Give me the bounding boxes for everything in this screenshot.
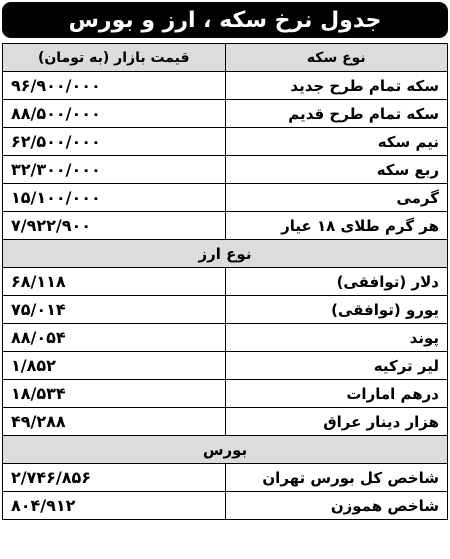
section-header-currency: نوع ارز — [3, 240, 448, 268]
table-row — [3, 156, 448, 184]
currency-price: ۴۹/۲۸۸ — [3, 408, 226, 436]
table-row — [3, 324, 448, 352]
table-row — [3, 268, 448, 296]
currency-name: لیر ترکیه — [225, 352, 448, 380]
column-header-type: نوع سکه — [225, 44, 448, 72]
table-row — [3, 380, 448, 408]
coin-name: نیم سکه — [225, 128, 448, 156]
section-header-bourse: بورس — [3, 436, 448, 464]
currency-name: هزار دینار عراق — [225, 408, 448, 436]
coin-price: ۷/۹۲۲/۹۰۰ — [3, 212, 226, 240]
table-row — [3, 408, 448, 436]
index-value: ۸۰۴/۹۱۲ — [3, 492, 226, 520]
currency-price: ۸۸/۰۵۴ — [3, 324, 226, 352]
currency-price: ۱۸/۵۳۴ — [3, 380, 226, 408]
table-row — [3, 72, 448, 100]
table-row — [3, 184, 448, 212]
coin-name: سکه تمام طرح قدیم — [225, 100, 448, 128]
table-row — [3, 464, 448, 492]
table-row — [3, 128, 448, 156]
currency-name: دلار (توافقی) — [225, 268, 448, 296]
table-row — [3, 296, 448, 324]
currency-price: ۷۵/۰۱۴ — [3, 296, 226, 324]
coin-price: ۱۵/۱۰۰/۰۰۰ — [3, 184, 226, 212]
currency-price: ۱/۸۵۲ — [3, 352, 226, 380]
currency-name: درهم امارات — [225, 380, 448, 408]
table-row — [3, 100, 448, 128]
section-row-currency — [3, 240, 448, 268]
coin-price: ۳۲/۳۰۰/۰۰۰ — [3, 156, 226, 184]
index-value: ۲/۷۴۶/۸۵۶ — [3, 464, 226, 492]
coin-name: هر گرم طلای ۱۸ عیار — [225, 212, 448, 240]
coin-price: ۹۶/۹۰۰/۰۰۰ — [3, 72, 226, 100]
coin-name: ربع سکه — [225, 156, 448, 184]
table-row — [3, 492, 448, 520]
currency-price: ۶۸/۱۱۸ — [3, 268, 226, 296]
currency-name: پوند — [225, 324, 448, 352]
section-row-bourse — [3, 436, 448, 464]
page-title: جدول نرخ سکه ، ارز و بورس — [2, 2, 448, 38]
coin-price: ۶۲/۵۰۰/۰۰۰ — [3, 128, 226, 156]
currency-name: یورو (توافقی) — [225, 296, 448, 324]
table-row — [3, 352, 448, 380]
coin-name: گرمی — [225, 184, 448, 212]
table-row — [3, 212, 448, 240]
index-name: شاخص کل بورس تهران — [225, 464, 448, 492]
coin-name: سکه تمام طرح جدید — [225, 72, 448, 100]
table-header-row — [3, 44, 448, 72]
column-header-price: قیمت بازار (به تومان) — [3, 44, 226, 72]
price-table-panel — [2, 2, 448, 557]
coin-price: ۸۸/۵۰۰/۰۰۰ — [3, 100, 226, 128]
index-name: شاخص هموزن — [225, 492, 448, 520]
price-table — [2, 43, 448, 520]
